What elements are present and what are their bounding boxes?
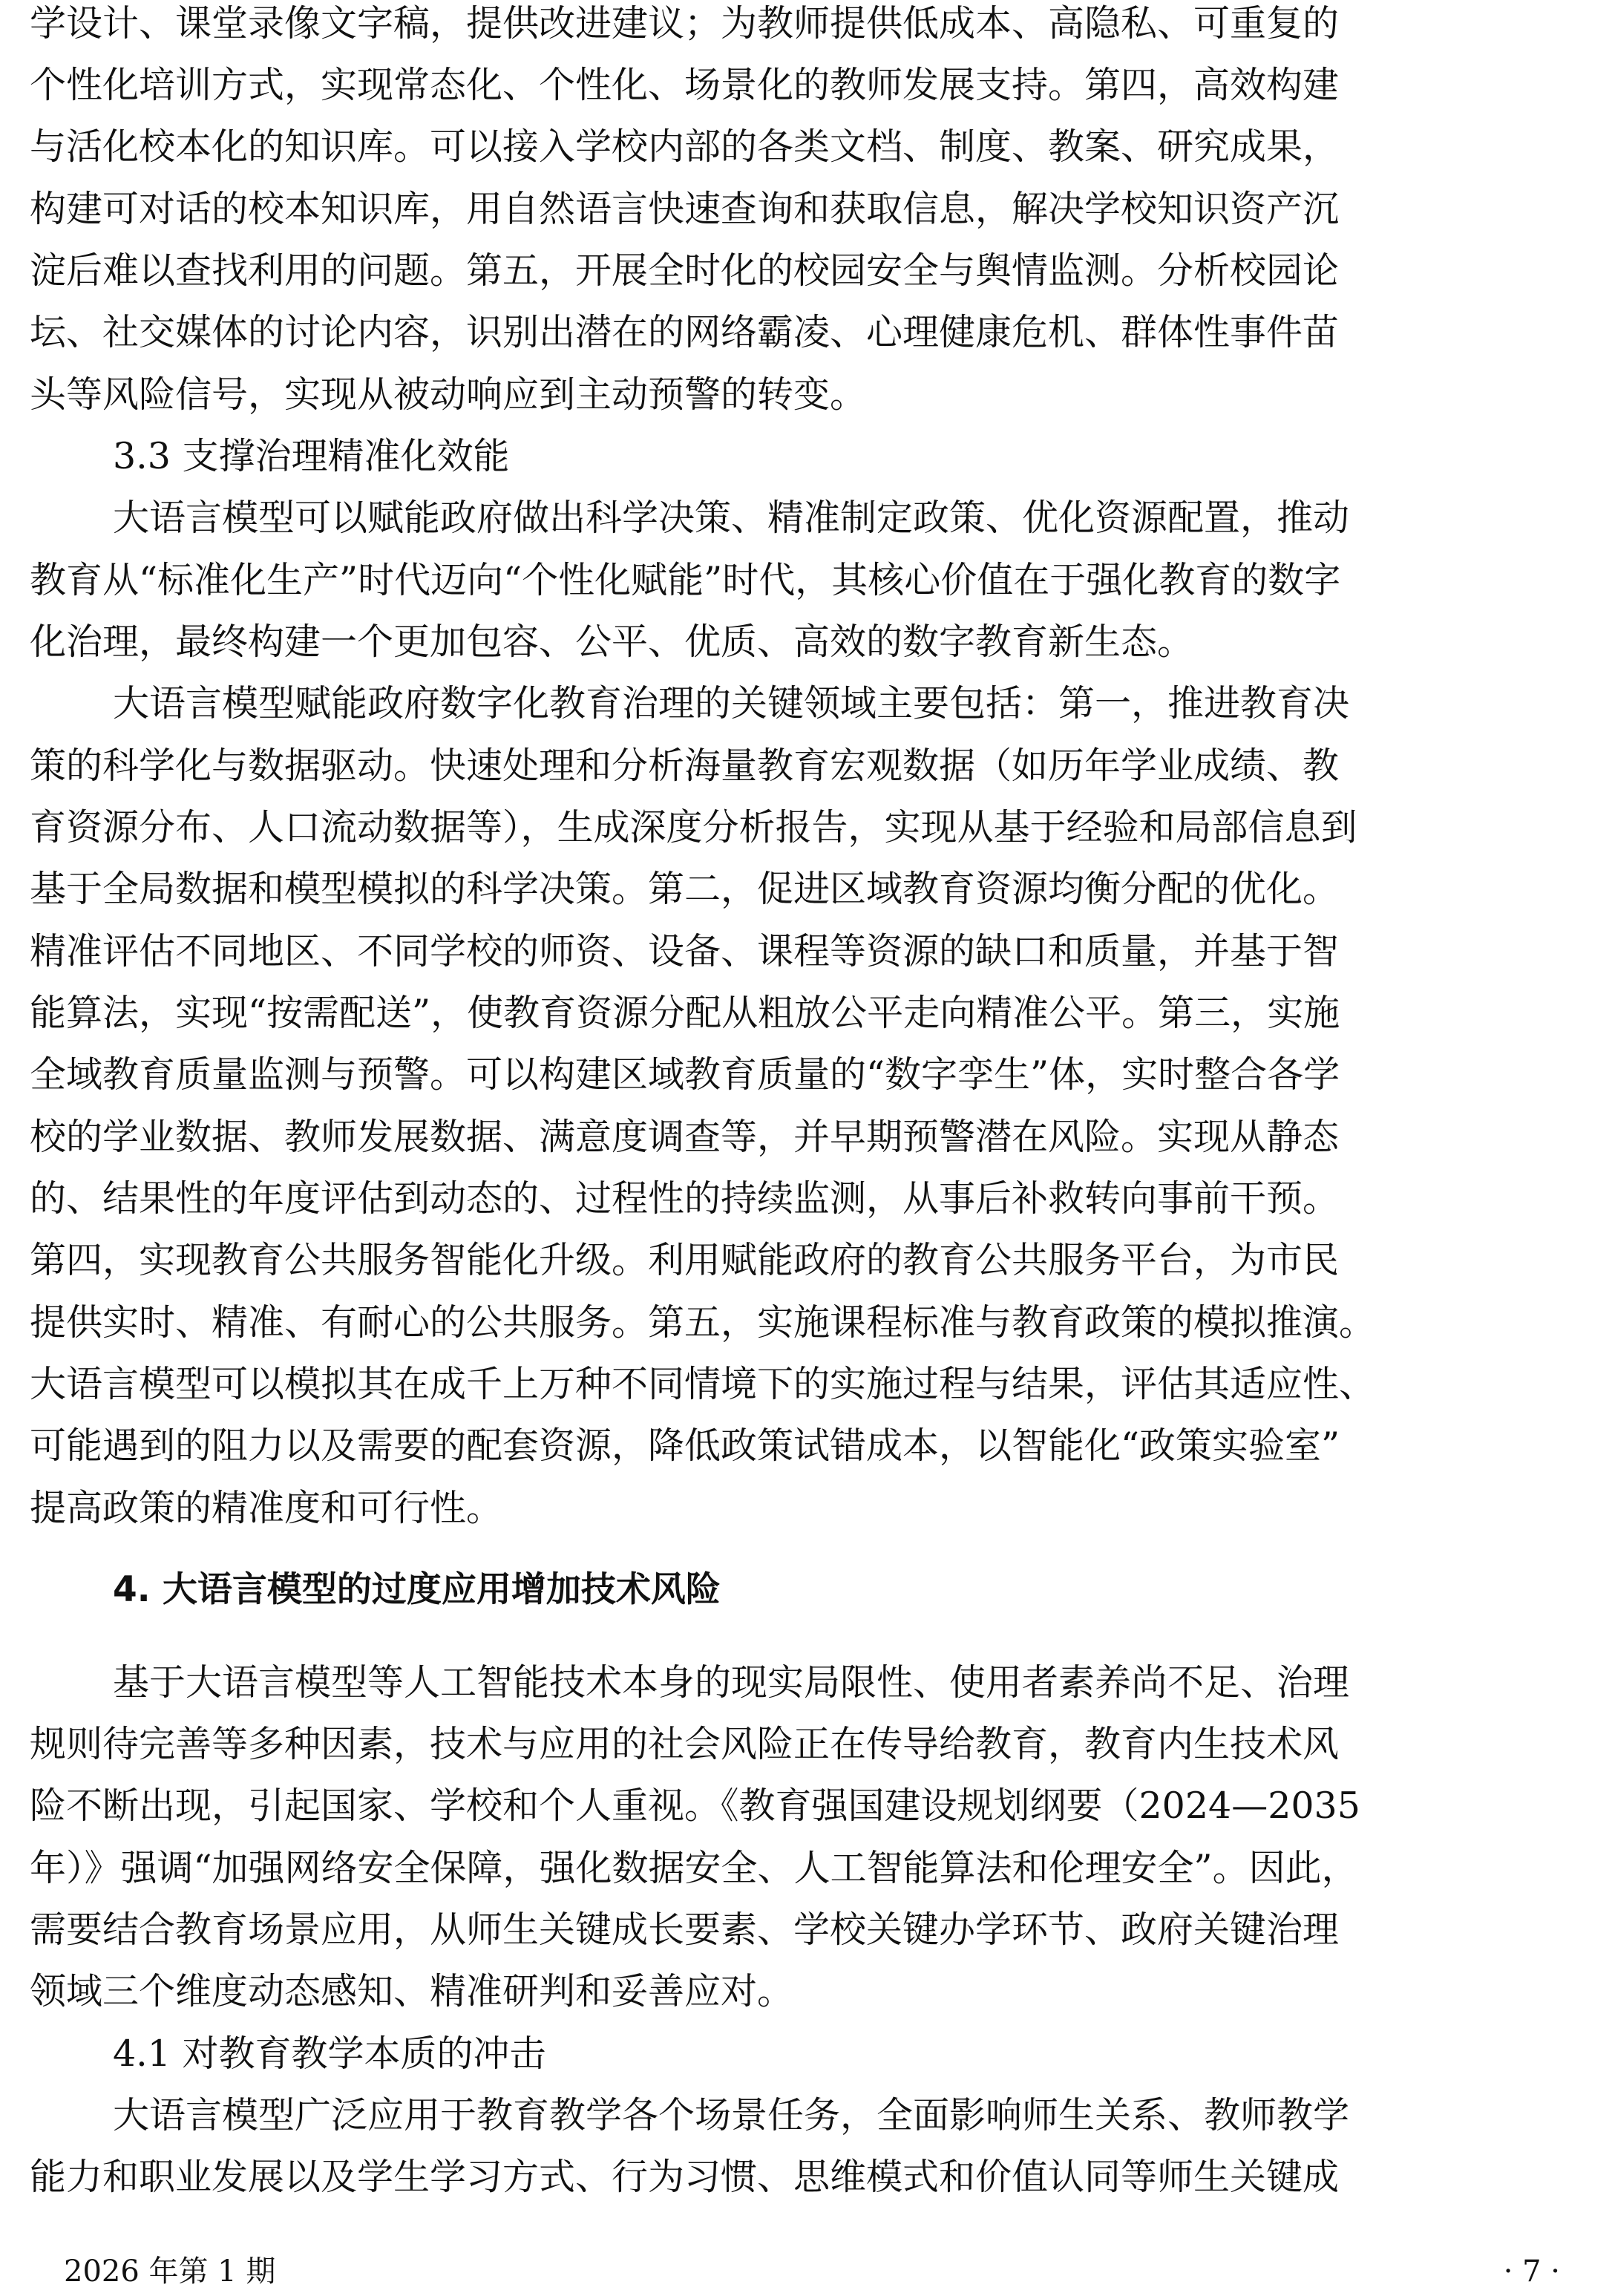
body-line: 年）》强调“加强网络安全保障，强化数据安全、人工智能算法和伦理安全”。因此，	[30, 1847, 1358, 1889]
body-line: 策的科学化与数据驱动。快速处理和分析海量教育宏观数据（如历年学业成绩、教	[30, 745, 1340, 787]
body-line: 提供实时、精准、有耐心的公共服务。第五，实施课程标准与教育政策的模拟推演。	[30, 1301, 1376, 1344]
body-line: 学设计、课堂录像文字稿，提供改进建议；为教师提供低成本、高隐私、可重复的	[30, 2, 1340, 45]
body-line: 头等风险信号，实现从被动响应到主动预警的转变。	[30, 373, 867, 416]
body-line: 的、结果性的年度评估到动态的、过程性的持续监测，从事后补救转向事前干预。	[30, 1177, 1340, 1220]
body-line: 规则待完善等多种因素，技术与应用的社会风险正在传导给教育，教育内生技术风	[30, 1723, 1340, 1765]
body-line: 能算法，实现“按需配送”，使教育资源分配从粗放公平走向精准公平。第三，实施	[30, 992, 1340, 1034]
page-number: · 7 ·	[1503, 2254, 1560, 2289]
body-line: 基于全局数据和模型模拟的科学决策。第二，促进区域教育资源均衡分配的优化。	[30, 868, 1340, 910]
body-line: 淀后难以查找利用的问题。第五，开展全时化的校园安全与舆情监测。分析校园论	[30, 249, 1340, 292]
body-line: 坛、社交媒体的讨论内容，识别出潜在的网络霸凌、心理健康危机、群体性事件苗	[30, 311, 1340, 353]
body-line: 基于大语言模型等人工智能技术本身的现实局限性、使用者素养尚不足、治理	[113, 1661, 1350, 1704]
body-line: 育资源分布、人口流动数据等），生成深度分析报告，实现从基于经验和局部信息到	[30, 806, 1357, 848]
body-line: 大语言模型可以模拟其在成千上万种不同情境下的实施过程与结果，评估其适应性、	[30, 1363, 1376, 1405]
section-heading-4: 4. 大语言模型的过度应用增加技术风险	[113, 1569, 721, 1610]
subsection-heading-4-1: 4.1 对教育教学本质的冲击	[113, 2032, 546, 2075]
body-line: 与活化校本化的知识库。可以接入学校内部的各类文档、制度、教案、研究成果，	[30, 125, 1340, 168]
body-line: 化治理，最终构建一个更加包容、公平、优质、高效的数字教育新生态。	[30, 621, 1194, 663]
body-line: 可能遇到的阻力以及需要的配套资源，降低政策试错成本，以智能化“政策实验室”	[30, 1425, 1340, 1467]
body-line: 大语言模型可以赋能政府做出科学决策、精准制定政策、优化资源配置，推动	[113, 497, 1350, 539]
body-line: 全域教育质量监测与预警。可以构建区域教育质量的“数字孪生”体，实时整合各学	[30, 1053, 1340, 1096]
body-line: 校的学业数据、教师发展数据、满意度调查等，并早期预警潜在风险。实现从静态	[30, 1116, 1340, 1158]
subsection-heading-3-3: 3.3 支撑治理精准化效能	[113, 435, 510, 477]
body-line: 教育从“标准化生产”时代迈向“个性化赋能”时代，其核心价值在于强化教育的数字	[30, 559, 1341, 601]
body-line: 第四，实现教育公共服务智能化升级。利用赋能政府的教育公共服务平台，为市民	[30, 1239, 1340, 1281]
body-line: 个性化培训方式，实现常态化、个性化、场景化的教师发展支持。第四，高效构建	[30, 64, 1340, 106]
body-line: 需要结合教育场景应用，从师生关键成长要素、学校关键办学环节、政府关键治理	[30, 1909, 1340, 1951]
body-line: 精准评估不同地区、不同学校的师资、设备、课程等资源的缺口和质量，并基于智	[30, 930, 1340, 972]
issue-label: 2026 年第 1 期	[64, 2254, 276, 2289]
body-line: 提高政策的精准度和可行性。	[30, 1487, 503, 1529]
body-line: 大语言模型广泛应用于教育教学各个场景任务，全面影响师生关系、教师教学	[113, 2094, 1350, 2136]
body-line: 险不断出现，引起国家、学校和个人重视。《教育强国建设规划纲要（2024—2035	[30, 1785, 1360, 1827]
body-line: 构建可对话的校本知识库，用自然语言快速查询和获取信息，解决学校知识资产沉	[30, 188, 1340, 230]
body-line: 大语言模型赋能政府数字化教育治理的关键领域主要包括：第一，推进教育决	[113, 682, 1350, 725]
body-line: 领域三个维度动态感知、精准研判和妥善应对。	[30, 1970, 794, 2012]
body-line: 能力和职业发展以及学生学习方式、行为习惯、思维模式和价值认同等师生关键成	[30, 2156, 1340, 2198]
